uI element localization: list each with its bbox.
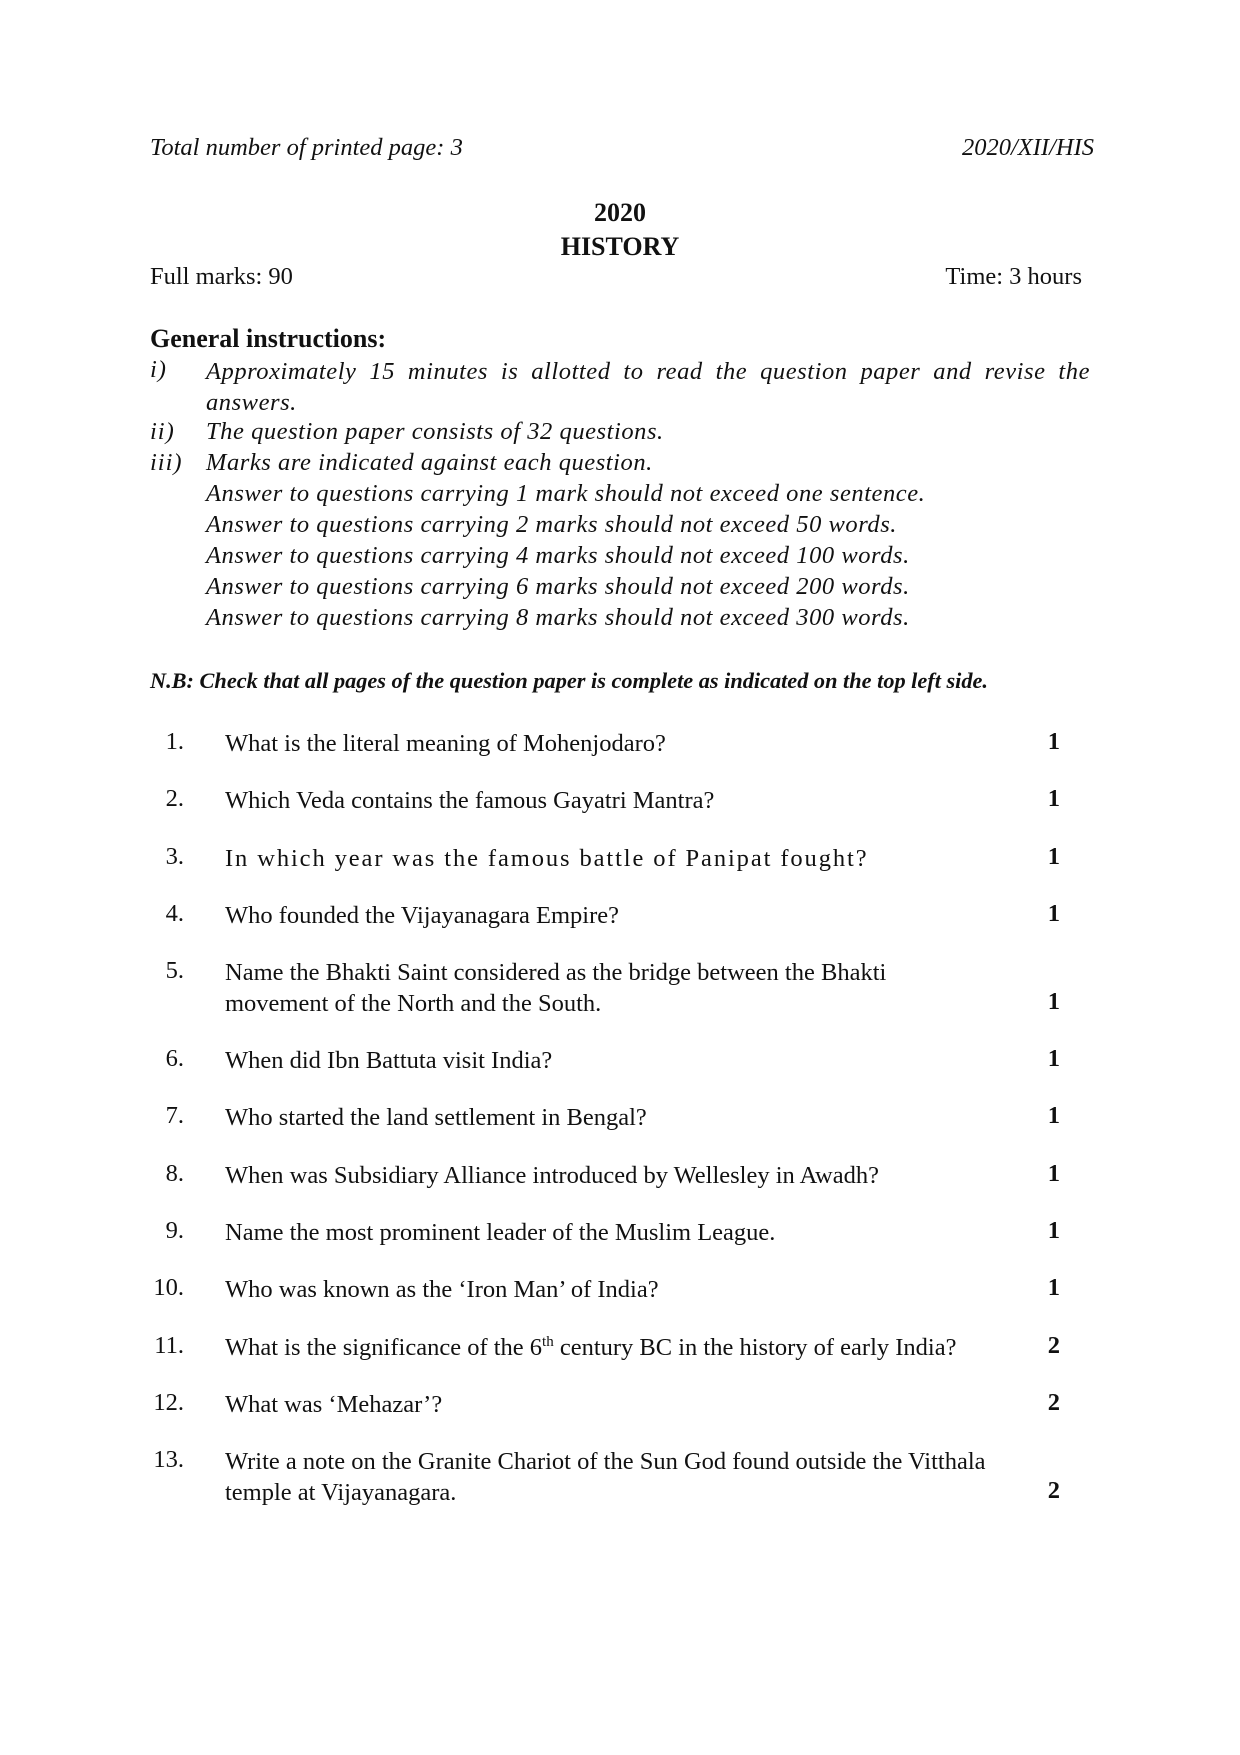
- question-text: Who founded the Vijayanagara Empire?: [225, 902, 619, 929]
- question-number: 4.: [165, 900, 184, 927]
- question-text: What was ‘Mehazar’?: [225, 1391, 443, 1418]
- question-marks: 1: [1047, 843, 1060, 870]
- question-marks: 1: [1047, 1274, 1060, 1301]
- question-marks: 2: [1047, 1332, 1060, 1359]
- instruction-text: The question paper consists of 32 questions.: [206, 418, 664, 445]
- question-number: 8.: [165, 1160, 184, 1187]
- instruction-text: Approximately 15 minutes is allotted to read the question paper and revise the answers.: [206, 358, 1090, 416]
- question-marks: 1: [1047, 988, 1060, 1015]
- question-marks: 1: [1047, 1045, 1060, 1072]
- time-allowed: Time: 3 hours: [945, 263, 1082, 290]
- question-number: 2.: [165, 785, 184, 812]
- instruction-text: Marks are indicated against each question.: [206, 449, 653, 476]
- question-marks: 2: [1047, 1477, 1060, 1504]
- subject-title: HISTORY: [560, 232, 680, 261]
- question-number: 6.: [165, 1045, 184, 1072]
- question-number: 9.: [165, 1217, 184, 1244]
- question-marks: 2: [1047, 1389, 1060, 1416]
- question-number: 3.: [165, 843, 184, 870]
- question-number: 13.: [153, 1446, 184, 1473]
- question-text: Who was known as the ‘Iron Man’ of India?: [225, 1276, 659, 1303]
- question-text: Write a note on the Granite Chariot of the Sun God found outside the Vitthala temple at Vijayanagara.: [225, 1448, 986, 1506]
- exam-year: 2020: [594, 198, 646, 227]
- question-text: Name the most prominent leader of the Muslim League.: [225, 1219, 776, 1246]
- instruction-number: ii): [150, 418, 175, 445]
- paper-code: 2020/XII/HIS: [962, 134, 1094, 161]
- question-marks: 1: [1047, 1217, 1060, 1244]
- question-text: What is the significance of the 6th century BC in the history of early India?: [225, 1333, 957, 1361]
- instruction-number: iii): [150, 449, 183, 476]
- question-number: 7.: [165, 1102, 184, 1129]
- question-text: Who started the land settlement in Bengal?: [225, 1104, 647, 1131]
- question-text: Which Veda contains the famous Gayatri Mantra?: [225, 787, 715, 814]
- question-text: Name the Bhakti Saint considered as the bridge between the Bhakti movement of the North and the South.: [225, 959, 887, 1017]
- question-number: 10.: [153, 1274, 184, 1301]
- question-number: 12.: [153, 1389, 184, 1416]
- question-number: 1.: [165, 728, 184, 755]
- instructions-heading: General instructions:: [150, 324, 387, 353]
- question-text: When did Ibn Battuta visit India?: [225, 1047, 553, 1074]
- question-text: What is the literal meaning of Mohenjodaro?: [225, 730, 666, 757]
- instruction-number: i): [150, 356, 167, 383]
- full-marks: Full marks: 90: [150, 263, 293, 290]
- question-marks: 1: [1047, 900, 1060, 927]
- question-text: When was Subsidiary Alliance introduced by Wellesley in Awadh?: [225, 1162, 879, 1189]
- question-marks: 1: [1047, 785, 1060, 812]
- question-number: 11.: [154, 1332, 184, 1359]
- question-marks: 1: [1047, 1102, 1060, 1129]
- question-number: 5.: [165, 957, 184, 984]
- printed-pages-note: Total number of printed page: 3: [150, 134, 463, 161]
- question-marks: 1: [1047, 728, 1060, 755]
- question-text: In which year was the famous battle of Panipat fought?: [225, 845, 869, 872]
- nb-note: N.B: Check that all pages of the question paper is complete as indicated on the top left side.: [150, 668, 988, 693]
- question-marks: 1: [1047, 1160, 1060, 1187]
